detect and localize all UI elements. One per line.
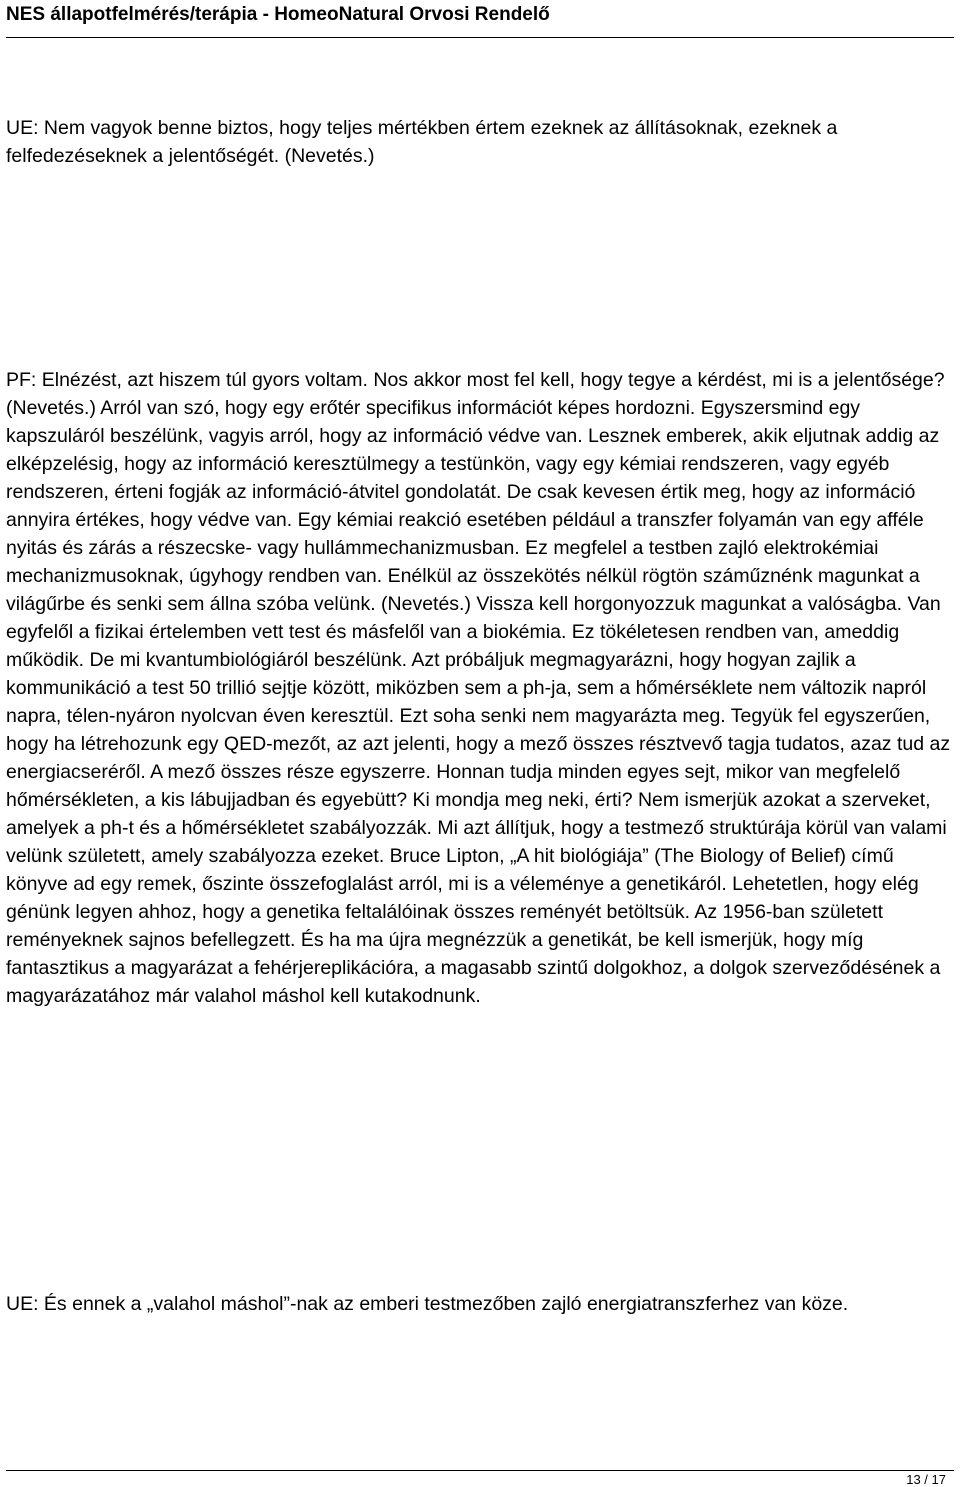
header-divider — [6, 37, 954, 38]
footer-divider — [6, 1470, 954, 1471]
page-number: 13 / 17 — [906, 1472, 946, 1487]
document-title: NES állapotfelmérés/terápia - HomeoNatural Orvosi Rendelő — [6, 4, 550, 25]
paragraph-ue-followup: UE: És ennek a „valahol máshol”-nak az emberi testmezőben zajló energiatranszferhez van köze. — [6, 1293, 849, 1315]
document-header — [6, 0, 954, 40]
paragraph-pf-answer: PF: Elnézést, azt hiszem túl gyors voltam. Nos akkor most fel kell, hogy tegye a kérdést, mi is a jelentősége? (Nevetés.) Arról van szó, hogy egy erőtér specifikus információt képes hordozni. Egyszersmind egy kapszuláról beszélünk, vagyis arról, hogy az információ védve van. Lesznek emberek, akik eljutnak addig az elképzelésig, hogy az információ keresztülmegy a testünkön, vagy egy kémiai rendszeren, vagy egyéb rendszeren, érteni fogják az információ-átvitel gondolatát. De csak kevesen értik meg, hogy az információ annyira értékes, hogy védve van. Egy kémiai reakció esetében például a transzfer folyamán van egy afféle nyitás és zárás a részecske- vagy hullámmechanizmusban. Ez megfelel a testben zajló elektrokémiai mechanizmusoknak, úgyhogy rendben van. Enélkül az összekötés nélkül rögtön száműznénk magunkat a világűrbe és senki sem állna szóba velünk. (Nevetés.) Vissza kell horgonyozzuk magunkat a valóságba. Van egyfelől a fizikai értelemben vett test és másfelől van a biokémia. Ez tökéletesen rendben van, ameddig működik. De mi kvantumbiológiáról beszélünk. Azt próbáljuk megmagyarázni, hogy hogyan zajlik a kommunikáció a test 50 trillió sejtje között, miközben sem a ph-ja, sem a hőmérséklete nem változik napról napra, télen-nyáron nyolcvan éven keresztül. Ezt soha senki nem magyarázta meg. Tegyük fel egyszerűen, hogy ha létrehozunk egy QED-mezőt, az azt jelenti, hogy a mező összes résztvevő tagja tudatos, azaz tud az energiacseréről. A mező összes része egyszerre. Honnan tudja minden egyes sejt, mikor van megfelelő hőmérsékleten, a kis lábujjadban és egyebütt? Ki mondja meg neki, érti? Nem ismerjük azokat a szerveket, amelyek a ph-t és a hőmérsékletet szabályozzák. Mi azt állítjuk, hogy a testmező struktúrája körül van valami velünk született, amely szabályozza ezeket. Bruce Lipton, „A hit biológiája” (The Biology of Belief) című könyve ad egy remek, őszinte összefoglalást arról, mi is a véleménye a genetikáról. Lehetetlen, hogy elég génünk legyen ahhoz, hogy a genetika feltalálóinak összes reményét betöltsük. Az 1956-ban született reményeknek sajnos befellegzett. És ha ma újra megnézzük a genetikát, be kell ismerjük, hogy míg fantasztikus a magyarázat a fehérjereplikációra, a magasabb szintű dolgokhoz, a dolgok szerveződésének a magyarázatához már valahol máshol kell kutakodnunk. — [6, 369, 951, 1007]
paragraph-ue-question: UE: Nem vagyok benne biztos, hogy teljes mértékben értem ezeknek az állításoknak, ezeknek a felfedezéseknek a jelentőségét. (Nevetés.) — [6, 117, 838, 167]
